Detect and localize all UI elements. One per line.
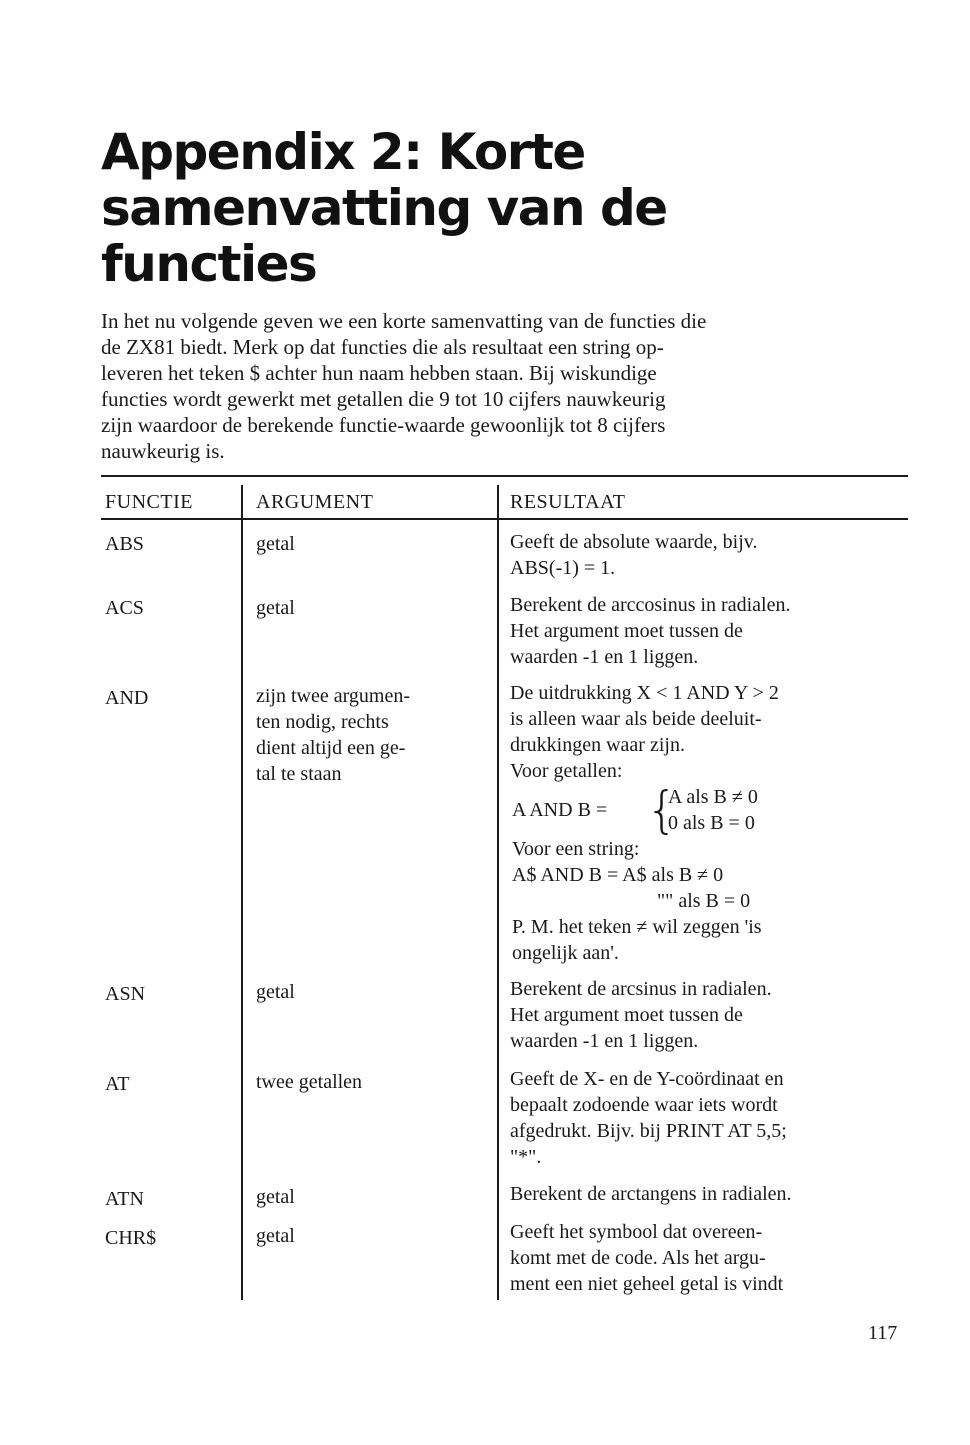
intro-line: functies wordt gewerkt met getallen die 9 tot 10 cijfers nauwkeurig: [101, 387, 666, 411]
header-argument: ARGUMENT: [256, 491, 374, 513]
function-result: Berekent de arcsinus in radialen. Het argument moet tussen de waarden -1 en 1 liggen.: [510, 978, 772, 1052]
function-result: Berekent de arccosinus in radialen. Het argument moet tussen de waarden -1 en 1 liggen.: [510, 594, 791, 668]
formula-cases: A als B ≠ 0 0 als B = 0: [668, 786, 758, 834]
column-divider: [497, 485, 499, 1300]
page-number: 117: [868, 1322, 898, 1344]
table-top-rule: [101, 475, 908, 477]
function-argument: twee getallen: [256, 1071, 363, 1093]
intro-line: nauwkeurig is.: [101, 439, 225, 463]
function-argument: getal: [256, 533, 295, 555]
function-name: CHR$: [105, 1227, 157, 1249]
intro-line: In het nu volgende geven we een korte samenvatting van de functies die: [101, 309, 707, 333]
table-header-rule: [101, 518, 908, 520]
function-name: ABS: [105, 533, 144, 555]
function-result: De uitdrukking X < 1 AND Y > 2 is alleen waar als beide deeluit- drukkingen waar zijn. Voor getallen:: [510, 682, 779, 782]
title-line: samenvatting van de: [101, 179, 667, 237]
page-title: [101, 124, 921, 292]
function-argument: getal: [256, 597, 295, 619]
formula-brace: {: [646, 781, 678, 839]
function-argument: getal: [256, 981, 295, 1003]
column-divider: [241, 485, 243, 1300]
function-name: ATN: [105, 1188, 144, 1210]
function-result: Berekent de arctangens in radialen.: [510, 1183, 792, 1205]
function-result: Geeft de absolute waarde, bijv. ABS(-1) = 1.: [510, 531, 758, 579]
function-result: Geeft de X- en de Y-coördinaat en bepaalt zodoende waar iets wordt afgedrukt. Bijv. bij PRINT AT 5,5; "*".: [510, 1068, 787, 1168]
function-argument: zijn twee argumen- ten nodig, rechts dient altijd een ge- tal te staan: [256, 685, 411, 785]
title-line: Appendix 2: Korte: [101, 123, 585, 181]
title-line: functies: [101, 235, 317, 293]
header-result: RESULTAAT: [510, 491, 626, 513]
function-name: ACS: [105, 597, 144, 619]
function-argument: getal: [256, 1186, 295, 1208]
formula-lhs: A AND B =: [512, 799, 608, 821]
intro-line: leveren het teken $ achter hun naam hebben staan. Bij wiskundige: [101, 361, 657, 385]
function-result-continued: Voor een string: A$ AND B = A$ als B ≠ 0 "" als B = 0 P. M. het teken ≠ wil zeggen 'is ongelijk aan'.: [512, 838, 762, 964]
header-function: FUNCTIE: [105, 491, 193, 513]
function-result: Geeft het symbool dat overeen- komt met de code. Als het argu- ment een niet geheel getal is vindt: [510, 1221, 784, 1295]
function-name: AND: [105, 687, 149, 709]
function-name: AT: [105, 1073, 130, 1095]
intro-line: de ZX81 biedt. Merk op dat functies die als resultaat een string op-: [101, 335, 664, 359]
intro-line: zijn waardoor de berekende functie-waarde gewoonlijk tot 8 cijfers: [101, 413, 666, 437]
function-argument: getal: [256, 1225, 295, 1247]
function-name: ASN: [105, 983, 146, 1005]
intro-paragraph: [101, 308, 911, 464]
